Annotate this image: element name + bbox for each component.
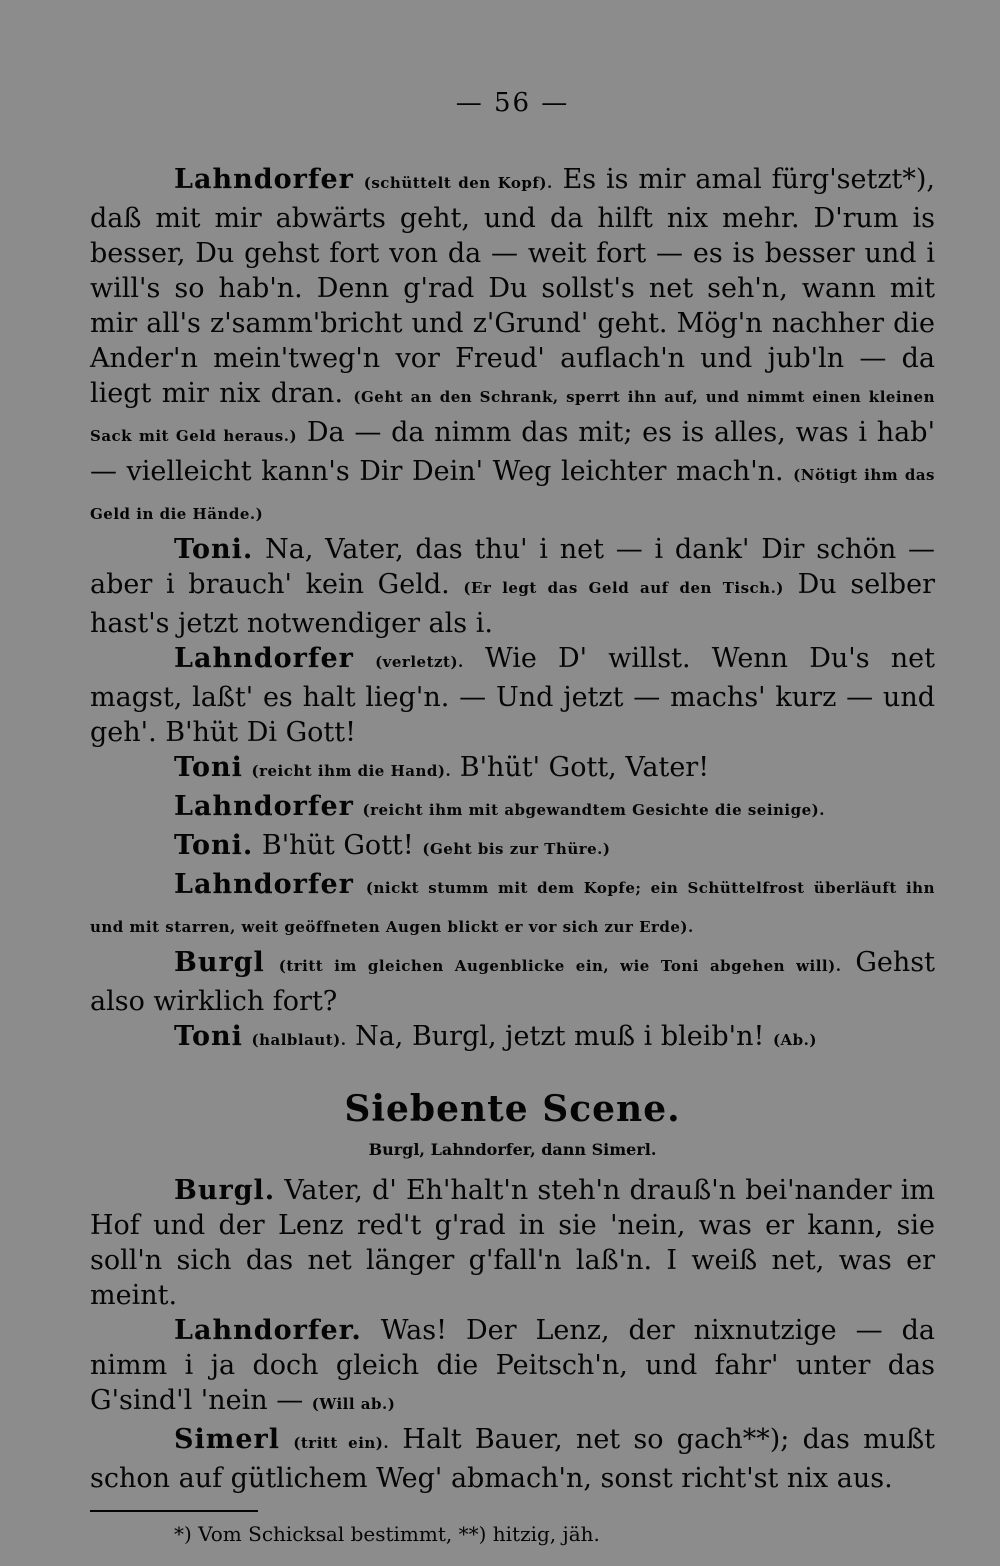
dialogue-block bbox=[90, 789, 935, 828]
dialogue-block bbox=[90, 532, 935, 641]
dialogue-text: Vater, d' Eh'halt'n steh'n drauß'n bei'nander im Hof und der Lenz red't g'rad in sie 'nein, was er kann, sie soll'n sich das net länger g'fall'n laß'n. I weiß net, was er meint. bbox=[90, 1175, 935, 1311]
stage-direction: (Ab.) bbox=[772, 1031, 817, 1049]
stage-direction: (nickt stumm mit dem Kopfe; ein Schüttelfrost überläuft ihn und mit starren, weit geöffneten Augen blickt er vor sich zur Erde). bbox=[90, 879, 935, 936]
dialogue-block bbox=[90, 1173, 935, 1313]
stage-direction: (schüttelt den Kopf). bbox=[363, 174, 553, 192]
stage-direction: (tritt im gleichen Augenblicke ein, wie Toni abgehen will). bbox=[278, 957, 842, 975]
stage-direction: (Nötigt ihm das Geld in die Hände.) bbox=[90, 466, 935, 523]
stage-direction: (Geht bis zur Thüre.) bbox=[422, 840, 611, 858]
dialogue-text: Wie D' willst. Wenn Du's net magst, laßt' es halt lieg'n. — Und jetzt — machs' kurz — und geh'. B'hüt Di Gott! bbox=[90, 643, 935, 748]
footnote-rule bbox=[90, 1510, 258, 1512]
dialogue-text: Was! Der Lenz, der nixnutzige — da nimm i ja doch gleich die Peitsch'n, und fahr' unter das G'sind'l 'nein — bbox=[90, 1315, 935, 1416]
dialogue-text: Na, Burgl, jetzt muß i bleib'n! bbox=[355, 1021, 765, 1052]
cast-list: Burgl, Lahndorfer, dann Simerl. bbox=[368, 1140, 657, 1159]
stage-direction: (halblaut). bbox=[251, 1031, 347, 1049]
dialogue-block bbox=[90, 867, 935, 945]
speaker-name: Simerl bbox=[174, 1424, 280, 1455]
dialogue-block bbox=[90, 828, 935, 867]
dialogue-text: Gehst also wirklich fort? bbox=[90, 947, 935, 1017]
stage-direction: (Will ab.) bbox=[311, 1395, 396, 1413]
stage-direction: (Er legt das Geld auf den Tisch.) bbox=[463, 579, 784, 597]
dialogue-block bbox=[90, 641, 935, 750]
dialogue-text: B'hüt' Gott, Vater! bbox=[459, 752, 710, 783]
stage-direction: (tritt ein). bbox=[293, 1434, 390, 1452]
dialogue-text: B'hüt Gott! bbox=[261, 830, 414, 861]
page bbox=[90, 88, 935, 1546]
dialogue-text: Halt Bauer, net so gach**); das mußt schon auf gütlichem Weg' abmach'n, sonst richt'st nix aus. bbox=[90, 1424, 935, 1494]
speaker-name: Lahndorfer bbox=[174, 791, 354, 822]
dialogue-text: Na, Vater, das thu' i net — i dank' Dir schön — aber i brauch' kein Geld. bbox=[90, 534, 935, 600]
speaker-name: Lahndorfer. bbox=[174, 1315, 362, 1346]
speaker-name: Lahndorfer bbox=[174, 869, 354, 900]
scene-title: Siebente Scene. bbox=[344, 1088, 681, 1130]
stage-direction: (reicht ihm die Hand). bbox=[251, 762, 452, 780]
speaker-name: Toni. bbox=[174, 534, 254, 565]
dialogue-block bbox=[90, 750, 935, 789]
dialogue-block bbox=[90, 945, 935, 1019]
dialogue-block bbox=[90, 1313, 935, 1422]
stage-direction: (verletzt). bbox=[375, 653, 464, 671]
dialogue-block bbox=[90, 1019, 935, 1058]
speaker-name: Toni bbox=[174, 752, 243, 783]
speaker-name: Lahndorfer bbox=[174, 643, 354, 674]
speaker-name: Burgl bbox=[174, 947, 265, 978]
speaker-name: Toni bbox=[174, 1021, 243, 1052]
dialogue-text: Es is mir amal fürg'setzt*), daß mit mir abwärts geht, und da hilft nix mehr. D'rum is besser, Du gehst fort von da — weit fort — es is besser und i will's so hab'n. Denn g'rad Du sollst's net seh'n, wann mit mir all's z'samm'bricht und z'Grund' geht. Mög'n nachher die Ander'n mein'tweg'n vor Freud' auflach'n und jub'ln — da liegt mir nix dran. bbox=[90, 164, 936, 409]
dialogue-text: Du selber hast's jetzt notwendiger als i. bbox=[90, 569, 935, 639]
dialogue-block bbox=[90, 1422, 935, 1496]
page-number: — 56 — bbox=[455, 88, 570, 118]
speaker-name: Burgl. bbox=[174, 1175, 276, 1206]
stage-direction: (reicht ihm mit abgewandtem Gesichte die seinige). bbox=[362, 801, 825, 819]
speaker-name: Toni. bbox=[174, 830, 254, 861]
footnote: *) Vom Schicksal bestimmt, **) hitzig, jäh. bbox=[174, 1522, 600, 1546]
stage-direction: (Geht an den Schrank, sperrt ihn auf, und nimmt einen kleinen Sack mit Geld heraus.) bbox=[90, 388, 935, 445]
dialogue-text: Da — da nimm das mit; es is alles, was i hab' — vielleicht kann's Dir Dein' Weg leichter mach'n. bbox=[90, 417, 935, 487]
dialogue-block bbox=[90, 162, 935, 532]
speaker-name: Lahndorfer bbox=[174, 164, 354, 195]
